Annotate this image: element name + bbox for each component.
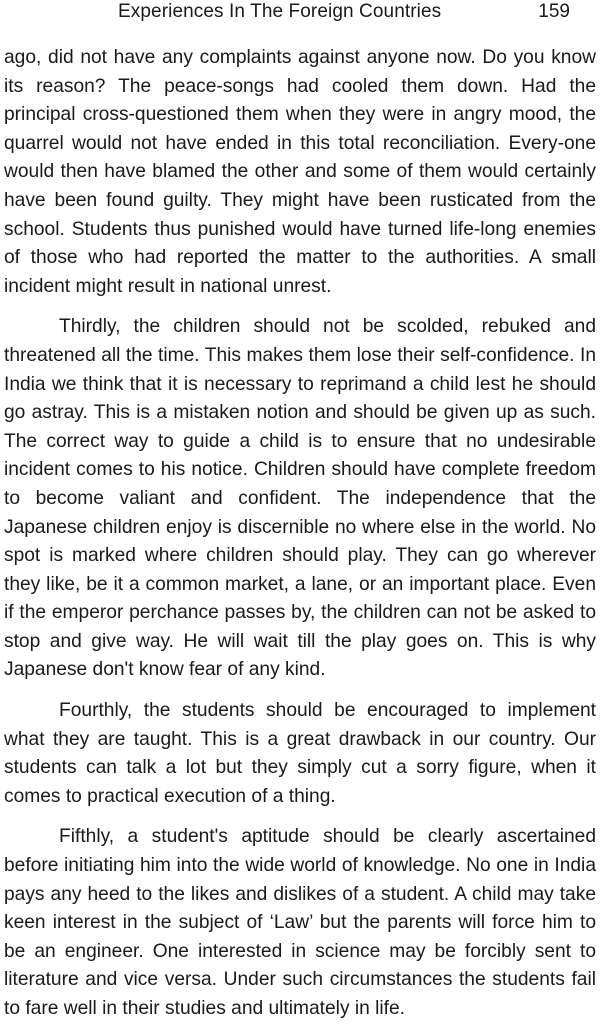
paragraph-thirdly: Thirdly, the children should not be scolded, rebuked and threatened all the time. This makes them lose their self-confidence. In India we think that it is necessary to reprimand a child lest he should go astray. This is a mistaken notion and should be given up as such. The correct way to guide a child is to ensure that no undesirable incident comes to his notice. Children should have complete freedom to become valiant and confident. The independence that the Japanese children enjoy is discernible no where else in the world. No spot is marked where children should play. They can go wherever they like, be it a common market, a lane, or an important place. Even if the emperor perchance passes by, the children can not be asked to stop and give way. He will wait till the play goes on. This is why Japanese don't know fear of any kind. [4, 316, 596, 681]
page-number: 159 [538, 1, 570, 22]
running-title: Experiences In The Foreign Countries [118, 1, 442, 22]
running-header [0, 0, 600, 30]
paragraph-fourthly: Fourthly, the students should be encouraged to implement what they are taught. This is a great drawback in our country. Our students can talk a lot but they simply cut a sorry figure, when it comes to practical execution of a thing. [4, 700, 596, 807]
body-text [4, 44, 596, 1036]
paragraph-fifthly: Fifthly, a student's aptitude should be clearly ascertained before initiating him into the wide world of knowledge. No one in India pays any heed to the likes and dislikes of a student. A child may take keen interest in the subject of ‘Law’ but the parents will force him to be an engineer. One interested in science may be forcibly sent to literature and vice versa. Under such circumstances the students fail to fare well in their studies and ultimately in life. [4, 826, 596, 1019]
paragraph-continued: ago, did not have any complaints against anyone now. Do you know its reason? The peace-songs had cooled them down. Had the principal cross-questioned them when they were in angry mood, the quarrel would not have ended in this total reconciliation. Every-one would then have blamed the other and some of them would certainly have been found guilty. They might have been rusticated from the school. Students thus punished would have turned life-long enemies of those who had reported the matter to the authorities. A small incident might result in national unrest. [4, 47, 596, 297]
